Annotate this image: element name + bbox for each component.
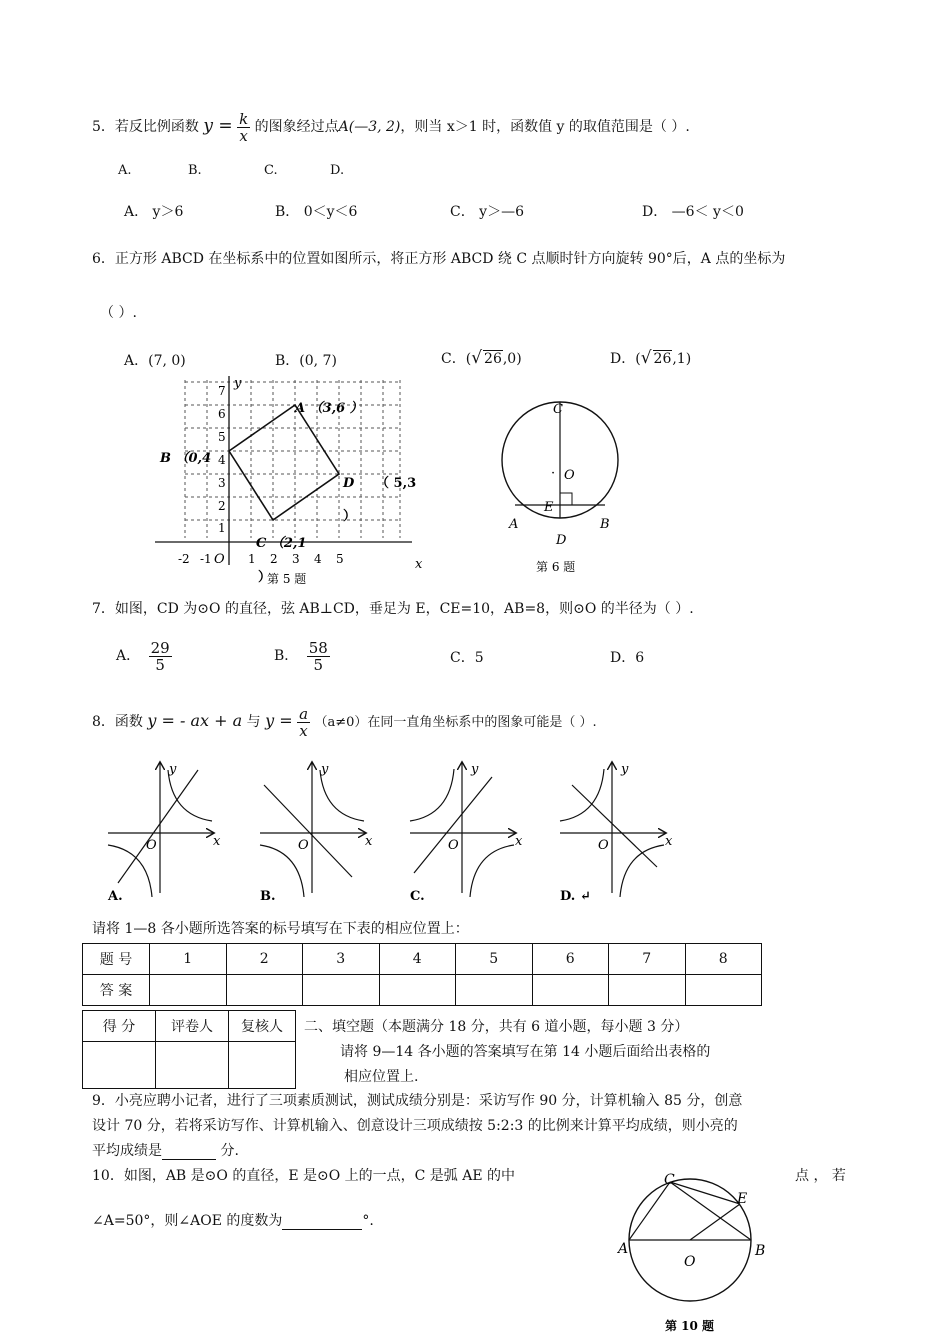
y-tick-6: 6 (218, 407, 226, 421)
grid-figure-caption: 第 5 题 (267, 572, 307, 586)
fig10-chord-ac (629, 1182, 670, 1240)
grid-figure (150, 370, 440, 590)
graph-c-y: y (471, 762, 479, 777)
fig6-label-c: C (553, 402, 563, 417)
fig10-label-b: B (755, 1243, 766, 1259)
fig10-radius-oe (690, 1204, 740, 1240)
q5-frac-den: x (239, 126, 248, 145)
graph-b-o: O (298, 838, 309, 853)
q7-optb-num: 58 (308, 638, 328, 657)
q5-abc-c: C. (264, 163, 278, 178)
q6-optc-pre: C．( (441, 351, 472, 367)
q5-fraction (237, 111, 250, 144)
q6-option-c: C．(√ 26,0) (441, 348, 522, 368)
q7-optb-den: 5 (313, 655, 324, 674)
graph-c-o: O (448, 838, 459, 853)
answer-cell-6[interactable] (532, 975, 609, 1006)
q10-line1-right: 点 ， 若 (795, 1168, 846, 1184)
q6-optc-post: ,0) (502, 351, 522, 367)
q7-option-d: D．6 (610, 650, 645, 666)
answer-table-head-answer: 答 案 (83, 975, 150, 1006)
y-tick-7: 7 (218, 384, 226, 398)
q5-option-b: B． 0＜y＜6 (275, 204, 358, 220)
score-table (82, 1010, 296, 1089)
q10-line2 (92, 1210, 374, 1230)
score-cell-reviewer[interactable] (229, 1042, 296, 1089)
answer-num-4: 4 (379, 944, 456, 975)
label-point-b: B （0,4 (160, 451, 212, 466)
q6-option-d: D．(√ 26,1) (610, 348, 692, 368)
x-tick-2: 2 (270, 552, 278, 566)
graph-a-x: x (213, 834, 221, 849)
graph-d-y: y (621, 762, 629, 777)
graph-b-x: x (365, 834, 373, 849)
q8-frac-den: x (299, 721, 308, 740)
graph-c-label: C. (410, 889, 425, 904)
fig6-label-b: B (600, 517, 610, 532)
q7-option-c: C．5 (450, 650, 484, 666)
q9-line3 (92, 1140, 239, 1160)
graph-b-y: y (321, 762, 329, 777)
grid-x-label: x (415, 557, 423, 572)
q8-func-y: y = (265, 711, 293, 730)
q10-answer-blank[interactable] (282, 1213, 362, 1230)
label-point-c: C （2,1 (256, 536, 307, 551)
q5-mid: 的图象经过点 (254, 119, 339, 135)
section2-title: 二、填空题（本题满分 18 分，共有 6 道小题，每小题 3 分） (304, 1019, 689, 1035)
q5-abc-d: D. (330, 163, 345, 178)
graph-d-label: D. ↵ (560, 889, 591, 904)
q7-opta-label: A． (116, 648, 141, 664)
x-tick-1: 1 (248, 552, 256, 566)
graph-d-o: O (598, 838, 609, 853)
x-tick-m2: -2 (178, 552, 190, 566)
answer-num-8: 8 (685, 944, 762, 975)
q5-abc-a: A. (118, 163, 132, 178)
q6-line1: 6．正方形 ABCD 在坐标系中的位置如图所示，将正方形 ABCD 绕 C 点顺时针方向旋转 90°后，A 点的坐标为 (92, 251, 786, 267)
graph-a (107, 762, 221, 904)
fig6-caption: 第 6 题 (536, 560, 576, 574)
label-point-c-close: ） (258, 570, 272, 585)
answer-table-head-number: 题 号 (83, 944, 150, 975)
q10-line1: 10．如图，AB 是⊙O 的直径，E 是⊙O 上的一点，C 是弧 AE 的中 (92, 1168, 516, 1184)
answer-num-3: 3 (303, 944, 380, 975)
y-tick-1: 1 (218, 521, 226, 535)
fig10-label-o: O (684, 1254, 696, 1270)
q6-option-b: B．(0, 7) (275, 353, 337, 369)
graph-c-x: x (515, 834, 523, 849)
answer-table (82, 943, 762, 1006)
q7-stem: 7．如图，CD 为⊙O 的直径，弦 AB⊥CD，垂足为 E，CE=10，AB=8，则⊙O 的半径为（ ）. (92, 601, 694, 617)
graph-c (410, 762, 523, 904)
q6-optc-radicand: 26 (484, 351, 502, 367)
q7-optb-label: B． (274, 648, 299, 664)
y-tick-5: 5 (218, 430, 226, 444)
x-tick-5: 5 (336, 552, 344, 566)
graph-a-o: O (146, 838, 157, 853)
fig6-center-dot: · (551, 466, 556, 481)
answer-num-6: 6 (532, 944, 609, 975)
q9-line2: 设计 70 分，若将采访写作、计算机输入、创意设计三项成绩按 5:2:3 的比例来计算平均成绩，则小亮的 (92, 1118, 738, 1134)
answer-table-row-answers (83, 975, 762, 1006)
circle-figure-6 (490, 395, 630, 580)
circle-figure-10 (612, 1160, 782, 1338)
q5-func-y: y = (203, 116, 233, 136)
score-col-grader: 评卷人 (156, 1011, 229, 1042)
q7-opta-den: 5 (155, 655, 165, 674)
graph-b (260, 762, 373, 904)
q5-abc-b: B. (188, 163, 202, 178)
graph-a-y: y (169, 762, 177, 777)
label-point-a: A （3,6 ） (295, 401, 363, 416)
answer-table-row-numbers (83, 944, 762, 975)
q8-mid: 与 (246, 714, 261, 730)
answer-cell-7[interactable] (609, 975, 686, 1006)
fig10-caption: 第 10 题 (665, 1319, 715, 1333)
fig10-label-a: A (618, 1241, 629, 1257)
answer-cell-3[interactable] (303, 975, 380, 1006)
fig10-label-c: C (664, 1172, 675, 1188)
q6-line2: （ ）. (100, 305, 137, 321)
y-tick-2: 2 (218, 499, 226, 513)
q9-line1: 9．小亮应聘小记者，进行了三项素质测试，测试成绩分别是：采访写作 90 分，计算机输入 85 分，创意 (92, 1093, 743, 1109)
q7-option-b (274, 633, 330, 679)
q5-option-d: D． —6＜ y＜0 (642, 204, 744, 220)
right-angle-mark (560, 493, 572, 505)
q8-suffix: （a≠0）在同一直角坐标系中的图象可能是（ ）. (314, 715, 597, 730)
q5-prefix: 5．若反比例函数 (92, 119, 199, 135)
section2-instruction-2: 相应位置上. (344, 1069, 419, 1085)
answer-cell-1[interactable] (150, 975, 227, 1006)
answer-cell-2[interactable] (226, 975, 303, 1006)
q5-stem (92, 104, 690, 148)
answer-table-intro: 请将 1—8 各小题所选答案的标号填写在下表的相应位置上： (92, 921, 469, 937)
fig6-label-a: A (509, 517, 519, 532)
q7-option-a (116, 633, 172, 679)
fig6-label-d: D (556, 533, 567, 548)
x-tick-3: 3 (292, 552, 300, 566)
q5-abc-row (118, 163, 344, 178)
y-tick-3: 3 (218, 476, 226, 490)
q6-optd-post: ,1) (672, 351, 692, 367)
q8-graphs (90, 755, 690, 910)
q5-point: A(—3, 2) (338, 119, 401, 135)
y-tick-4: 4 (218, 453, 226, 467)
q6-optd-pre: D．( (610, 351, 641, 367)
q8-stem (92, 698, 597, 744)
q6-option-a: A．(7, 0) (124, 353, 186, 369)
q5-frac-num: k (239, 109, 249, 128)
q9-line3-pre: 平均成绩是 (92, 1143, 162, 1159)
q7-opta-num: 29 (150, 638, 170, 657)
score-col-reviewer: 复核人 (229, 1011, 296, 1042)
grid-origin: O (214, 552, 225, 567)
graph-d-x: x (665, 834, 673, 849)
q5-option-a: A． y＞6 (124, 204, 184, 220)
q5-option-c: C． y＞—6 (450, 204, 524, 220)
fig6-label-e: E (544, 500, 554, 515)
fig10-label-e: E (737, 1191, 748, 1207)
answer-num-5: 5 (456, 944, 533, 975)
x-tick-4: 4 (314, 552, 322, 566)
q10-line2-post: °. (362, 1213, 374, 1229)
graph-b-label: B. (260, 889, 276, 904)
q9-answer-blank[interactable] (162, 1143, 216, 1160)
fig6-label-o: O (564, 468, 575, 483)
answer-num-7: 7 (609, 944, 686, 975)
section2-instruction-1: 请将 9—14 各小题的答案填写在第 14 小题后面给出表格的 (340, 1044, 711, 1060)
score-cell-score[interactable] (83, 1042, 156, 1089)
q8-frac-num: a (299, 704, 309, 723)
x-tick-m1: -1 (200, 552, 212, 566)
q8-function-linear: y = - ax + a (147, 711, 243, 730)
q5-condition: ，则当 x＞1 时，函数值 y 的取值范围是（ ）. (400, 119, 690, 135)
score-col-score: 得 分 (83, 1011, 156, 1042)
label-point-d-coords: （ 5,3 (376, 476, 417, 491)
q9-line3-post: 分. (220, 1143, 239, 1159)
label-point-d-close: ） (343, 509, 357, 524)
q6-optd-radicand: 26 (653, 351, 672, 367)
answer-cell-4[interactable] (379, 975, 456, 1006)
answer-cell-5[interactable] (456, 975, 533, 1006)
graph-a-label: A. (108, 889, 123, 904)
q8-prefix: 8．函数 (92, 714, 143, 730)
graph-d (560, 762, 673, 904)
answer-num-1: 1 (150, 944, 227, 975)
grid-y-label: y (234, 376, 242, 391)
label-point-d: D (343, 476, 355, 491)
q10-line2-pre: ∠A=50°，则∠AOE 的度数为 (92, 1213, 283, 1229)
answer-cell-8[interactable] (685, 975, 762, 1006)
score-cell-grader[interactable] (156, 1042, 229, 1089)
square-abcd (229, 405, 339, 520)
answer-num-2: 2 (226, 944, 303, 975)
